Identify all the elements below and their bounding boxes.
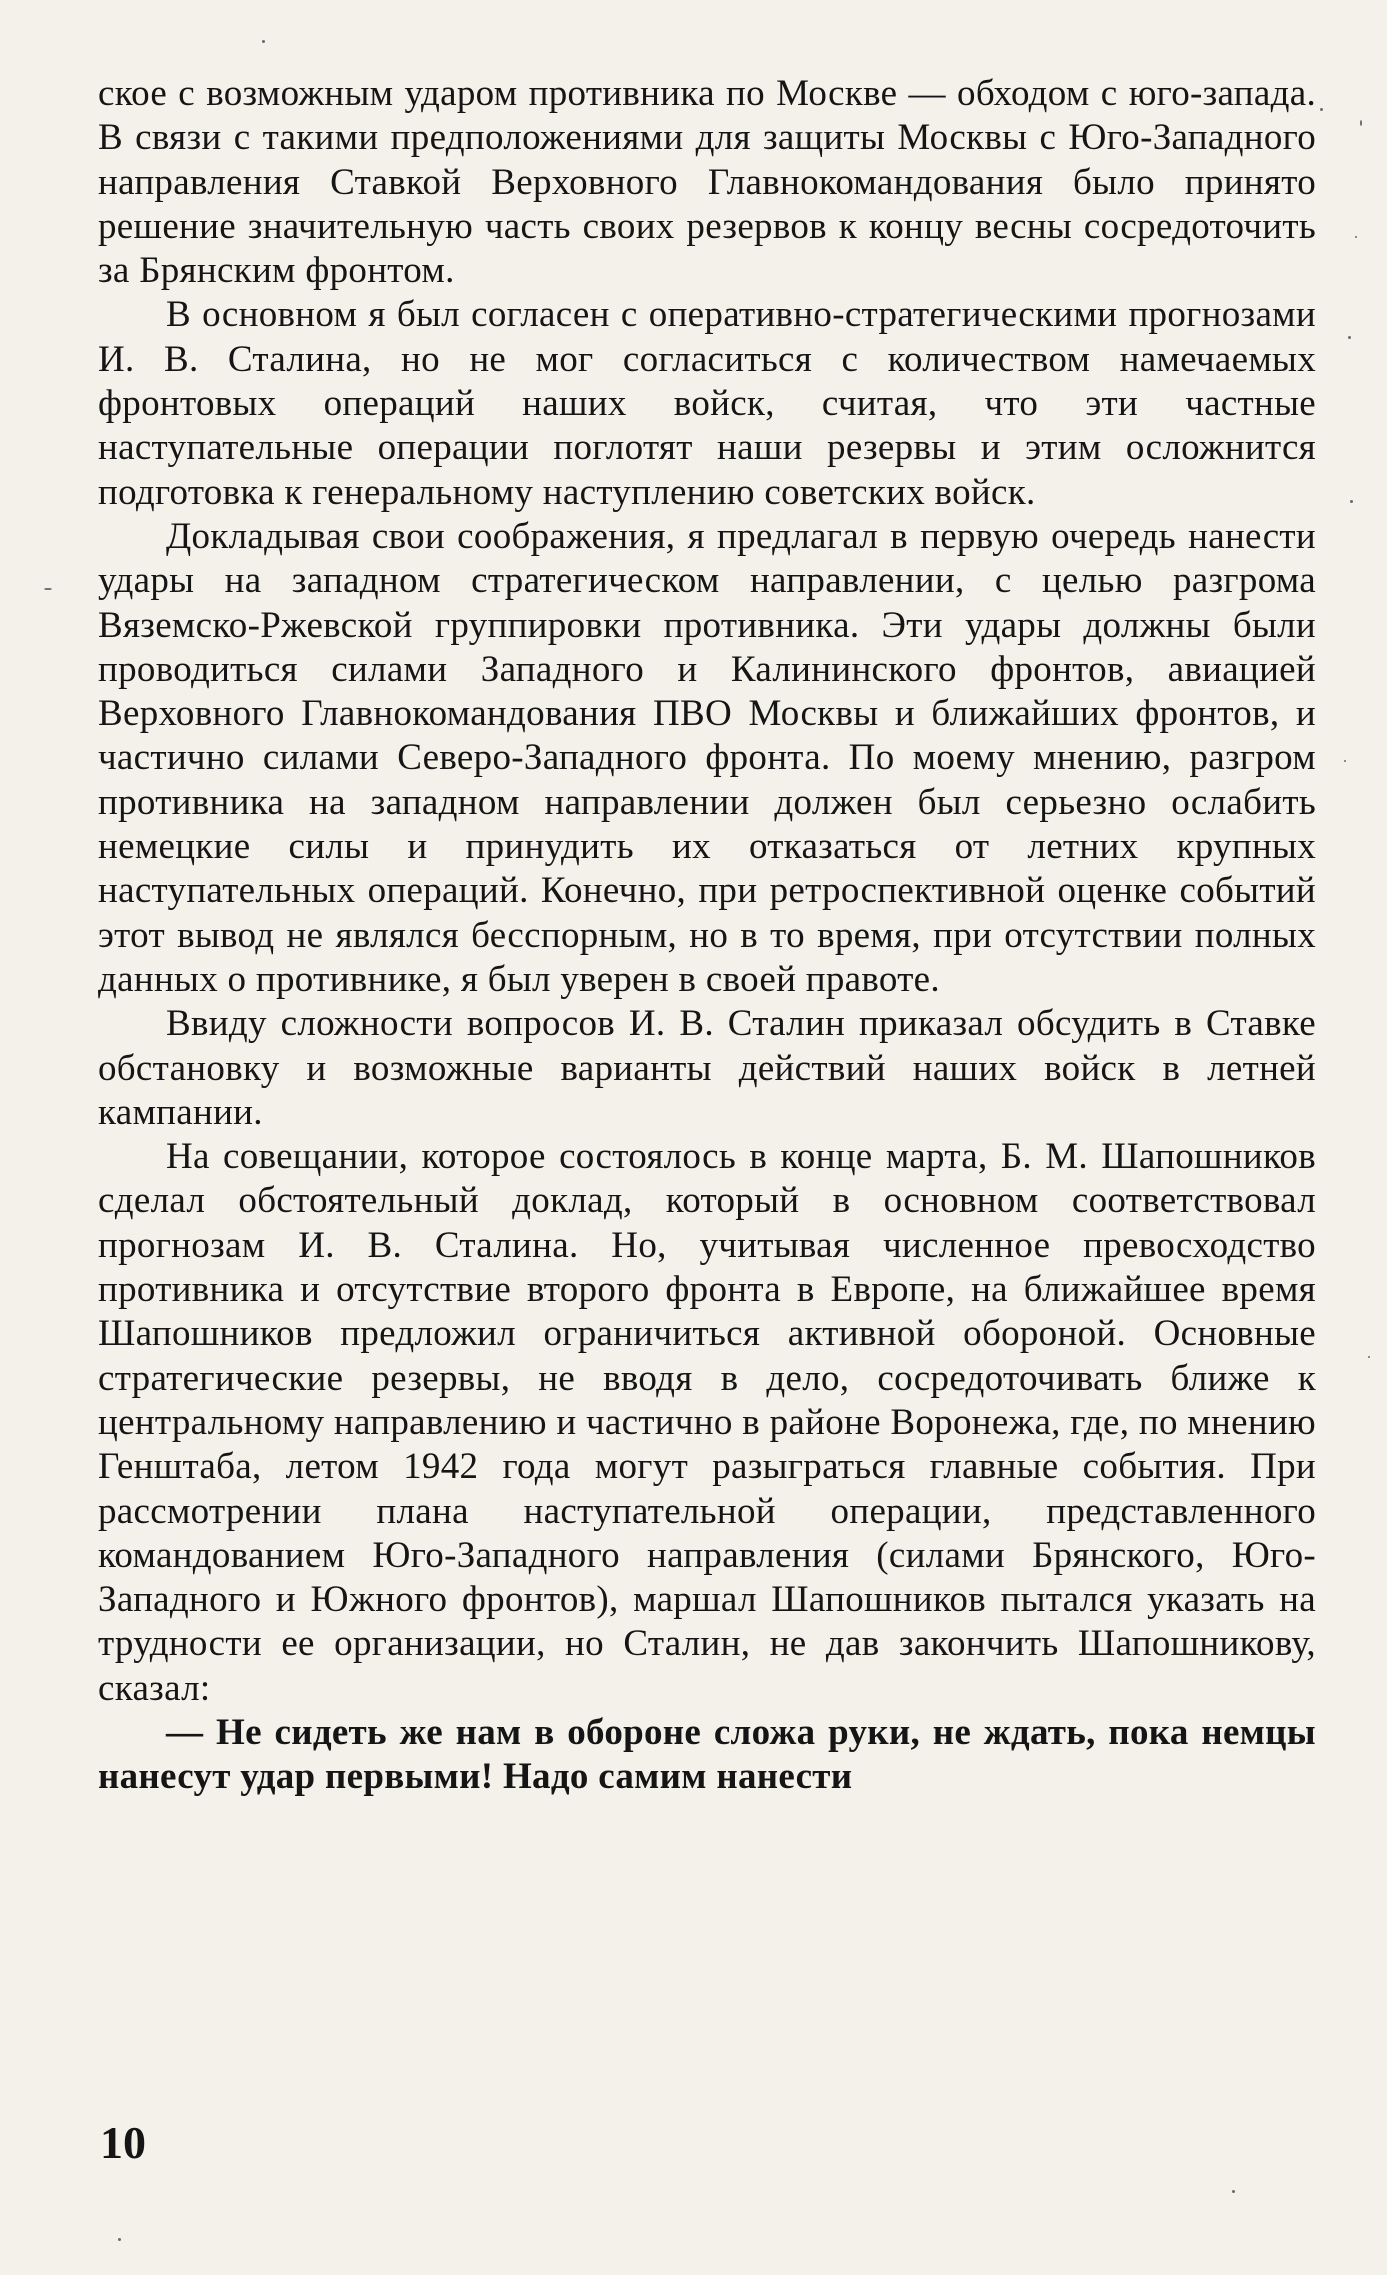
paragraph-5: На совещании, которое состоялось в конце марта, Б. М. Шапошников сделал обстоятельный доклад, который в основном соответствовал прогнозам И. В. Сталина. Но, учитывая численное превосходство противника и отсутствие второго фронта в Европе, на ближайшее время Шапошников предложил ограничиться активной обороной. Основные стратегические резервы, не вводя в дело, сосредоточивать ближе к центральному направлению и частично в районе Воронежа, где, по мнению Генштаба, летом 1942 года могут разыграться главные события. При рассмотрении плана наступательной операции, представленного командованием Юго-Западного направления (силами Брянского, Юго-Западного и Южного фронтов), маршал Шапошников пытался указать на трудности ее организации, но Сталин, не дав закончить Шапошникову, сказал: [98, 1136, 1316, 1709]
paragraph-4: Ввиду сложности вопросов И. В. Сталин приказал обсудить в Ставке обстановку и возможные варианты действий наших войск в летней кампании. [98, 1003, 1316, 1133]
scan-speck [1355, 236, 1357, 238]
scan-speck [1232, 2190, 1235, 2193]
paragraph-3: Докладывая свои соображения, я предлагал в первую очередь нанести удары на западном стратегическом направлении, с целью разгрома Вяземско-Ржевской группировки противника. Эти удары должны были проводиться силами Западного и Калининского фронтов, авиацией Верховного Главнокомандования ПВО Москвы и ближайших фронтов, и частично силами Северо-Западного фронта. По моему мнению, разгром противника на западном направлении должен был серьезно ослабить немецкие силы и принудить их отказаться от летних крупных наступательных операций. Конечно, при ретроспективной оценке событий этот вывод не являлся бесспорным, но в то время, при отсутствии полных данных о противнике, я был уверен в своей правоте. [98, 515, 1316, 1000]
scan-speck [1320, 108, 1323, 111]
paragraph-1: ское с возможным ударом противника по Москве — обходом с юго-запада. В связи с такими предположениями для защиты Москвы с Юго-Западного направления Ставкой Верховного Главнокомандования было принято решение значительную часть своих резервов к концу весны сосредоточить за Брянским фронтом. [98, 73, 1316, 292]
scan-speck [262, 40, 265, 43]
page-number: 10 [100, 2117, 146, 2168]
scan-speck [118, 2238, 121, 2241]
paragraph-6: — Не сидеть же нам в обороне сложа руки, не ждать, пока немцы нанесут удар первыми! Надо самим нанести [98, 1711, 1316, 1798]
scan-speck [1360, 120, 1362, 126]
scan-speck [1350, 500, 1353, 503]
scan-speck [1348, 336, 1351, 339]
scan-speck [44, 588, 52, 590]
scan-speck [1344, 760, 1346, 762]
scan-speck [1368, 1356, 1370, 1358]
paragraph-2: В основном я был согласен с оперативно-стратегическими прогнозами И. В. Сталина, но не мог согласиться с количеством намечаемых фронтовых операций наших войск, считая, что эти частные наступательные операции поглотят наши резервы и этим осложнится подготовка к генеральному наступлению советских войск. [98, 294, 1316, 513]
body-text [98, 72, 1316, 1800]
